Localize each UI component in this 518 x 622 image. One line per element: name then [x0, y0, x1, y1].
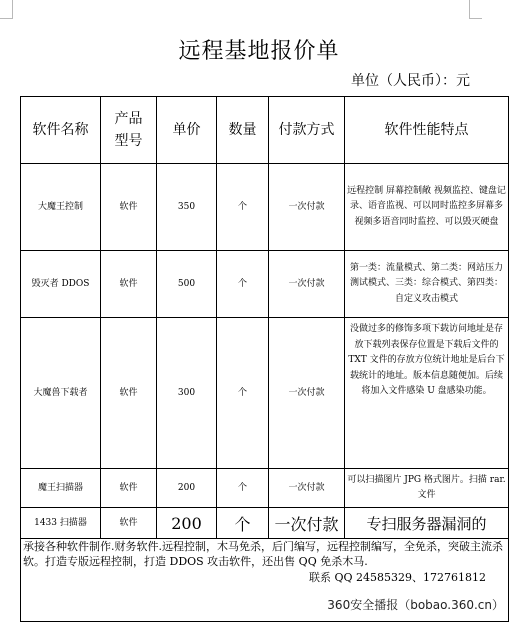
cell-price: 200 [157, 508, 217, 539]
cell-qty: 个 [217, 469, 269, 508]
cell-desc: 第一类：流量模式、第二类：网站压力测试模式、三类：综合模式、第四类：自定义攻击模式 [345, 251, 509, 318]
cell-desc: 可以扫描图片 JPG 格式图片。扫描 rar.文件 [345, 469, 509, 508]
table-row [21, 508, 509, 539]
cell-name: 魔王扫描器 [21, 469, 101, 508]
cell-pay: 一次付款 [269, 508, 345, 539]
contact-info: 联系 QQ 24585329、172761812 [308, 571, 486, 584]
cell-qty: 个 [217, 164, 269, 251]
cell-price: 200 [157, 469, 217, 508]
cell-name: 大魔兽下载者 [21, 318, 101, 469]
price-table [20, 96, 509, 622]
header-unit-price: 单价 [157, 97, 217, 164]
header-quantity: 数量 [217, 97, 269, 164]
header-features: 软件性能特点 [345, 97, 509, 164]
cell-name: 大魔王控制 [21, 164, 101, 251]
currency-unit: 单位（人民币）：元 [351, 73, 470, 89]
cell-type: 软件 [101, 508, 157, 539]
cell-type: 软件 [101, 164, 157, 251]
table-row [21, 469, 509, 508]
cell-desc: 专扫服务器漏洞的 [345, 508, 509, 539]
cell-qty: 个 [217, 251, 269, 318]
table-row [21, 164, 509, 251]
cell-pay: 一次付款 [269, 164, 345, 251]
page-title: 远程基地报价单 [178, 39, 340, 64]
table-header-row [21, 97, 509, 164]
cell-pay: 一次付款 [269, 469, 345, 508]
cell-type: 软件 [101, 469, 157, 508]
cell-name: 毁灭者 DDOS [21, 251, 101, 318]
table-row [21, 251, 509, 318]
cell-qty: 个 [217, 318, 269, 469]
cell-desc: 远程控制 屏幕控制敞 视频监控、键盘记录、语音监视、可以同时监控多屏幕多视频多语音同时监控、可以毁灭硬盘 [345, 164, 509, 251]
crop-mark-top-right [469, 0, 482, 19]
header-payment-method: 付款方式 [269, 97, 345, 164]
cell-pay: 一次付款 [269, 251, 345, 318]
cell-price: 500 [157, 251, 217, 318]
cell-type: 软件 [101, 251, 157, 318]
cell-desc: 没做过多的修饰多项下载访问地址是存放下载列表保存位置是下载后文件的 TXT 文件的存放方位统计地址是后台下载统计的地址。版本信息随便加。后续将加入文件感染 U 盘感染功能。 [345, 318, 509, 469]
cell-price: 350 [157, 164, 217, 251]
table-row [21, 318, 509, 469]
crop-mark-top-left [0, 0, 13, 19]
cell-price: 300 [157, 318, 217, 469]
cell-pay: 一次付款 [269, 318, 345, 469]
cell-qty: 个 [217, 508, 269, 539]
header-product-model: 产品 型号 [101, 97, 157, 164]
cell-type: 软件 [101, 318, 157, 469]
watermark: 360安全播报（bobao.360.cn） [327, 598, 504, 612]
cell-name: 1433 扫描器 [21, 508, 101, 539]
header-software-name: 软件名称 [21, 97, 101, 164]
footer-text: 承接各种软件制作.财务软件.远程控制，木马免杀，后门编写，远程控制编写，全免杀，突破主流杀软。打造专版远程控制，打造 DDOS 攻击软件，还出售 QQ 免杀木马. [23, 540, 503, 568]
